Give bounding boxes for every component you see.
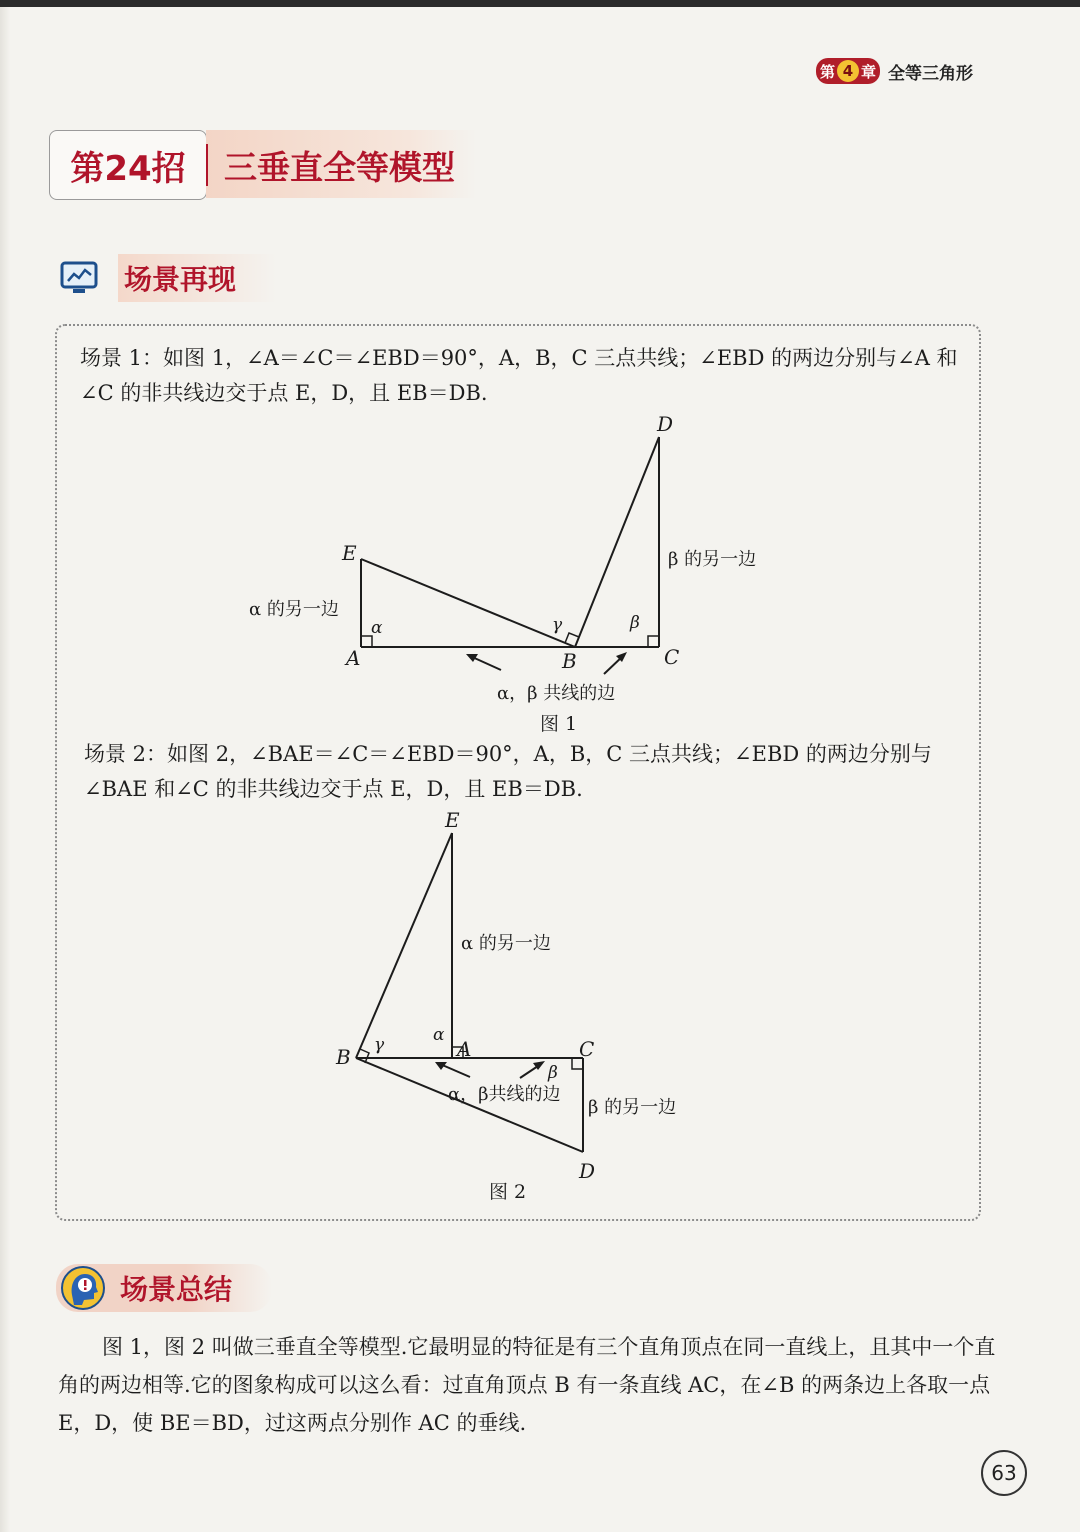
scene1-text: 场景 1：如图 1，∠A＝∠C＝∠EBD＝90°，A，B，C 三点共线；∠EBD 的两边分别与∠A 和∠C 的非共线边交于点 E，D，且 EB＝DB. [80, 346, 958, 405]
page-number: 63 [981, 1450, 1027, 1496]
fig1-label-beta-side: β 的另一边 [668, 549, 757, 570]
lesson-number: 第24招 [49, 130, 207, 200]
summary-text: 图 1，图 2 叫做三垂直全等模型.它最明显的特征是有三个直角顶点在同一直线上，且其中一个直角的两边相等.它的图象构成可以这么看：过直角顶点 B 有一条直线 AC，在∠B 的两条边上各取一点 E，D，使 BE＝BD，过这两点分别作 AC 的垂线. [58, 1335, 996, 1435]
fig2-label-b: B [336, 1045, 351, 1069]
fig1-caption: 图 1 [540, 713, 578, 735]
scene2-text: 场景 2：如图 2，∠BAE＝∠C＝∠EBD＝90°，A，B，C 三点共线；∠EBD 的两边分别与∠BAE 和∠C 的非共线边交于点 E，D，且 EB＝DB. [84, 742, 932, 801]
fig2-caption: 图 2 [489, 1181, 527, 1203]
fig2-label-beta-side: β 的另一边 [588, 1097, 677, 1118]
chapter-prefix: 第 [820, 62, 836, 81]
fig2-label-alpha-side: α 的另一边 [461, 933, 551, 954]
fig2-arrow-left [440, 1064, 470, 1077]
fig2-label-e: E [445, 808, 460, 832]
fig2-angle-gamma: γ [374, 1035, 385, 1055]
fig1-label-c: C [664, 645, 680, 669]
fig1-angle-gamma: γ [552, 615, 563, 635]
fig1-label-collinear: α，β 共线的边 [497, 683, 616, 704]
fig1-label-d: D [657, 412, 674, 436]
lesson-title: 三垂直全等模型 [224, 148, 455, 187]
section-summary-heading [60, 1264, 272, 1312]
fig1-angle-beta: β [630, 613, 640, 633]
fig2-angle-alpha: α [433, 1025, 445, 1045]
chapter-suffix: 章 [861, 62, 877, 81]
fig1-label-a: A [346, 646, 361, 670]
fig1-label-e: E [342, 541, 357, 565]
fig2-angle-beta: β [548, 1063, 558, 1083]
head-exclamation-icon [60, 1265, 106, 1311]
chapter-title: 全等三角形 [888, 63, 974, 84]
fig1-label-b: B [562, 649, 577, 673]
chapter-number: 4 [837, 60, 859, 82]
fig2-label-a: A [457, 1037, 472, 1061]
section-summary-title: 场景总结 [120, 1273, 233, 1306]
fig2-label-d: D [579, 1159, 596, 1183]
section-scene-title: 场景再现 [124, 263, 237, 296]
fig2-label-c: C [579, 1037, 595, 1061]
fig2-label-collinear: α，β共线的边 [448, 1084, 561, 1105]
fig1-label-alpha-side: α 的另一边 [249, 599, 339, 620]
fig1-angle-alpha: α [371, 618, 383, 638]
